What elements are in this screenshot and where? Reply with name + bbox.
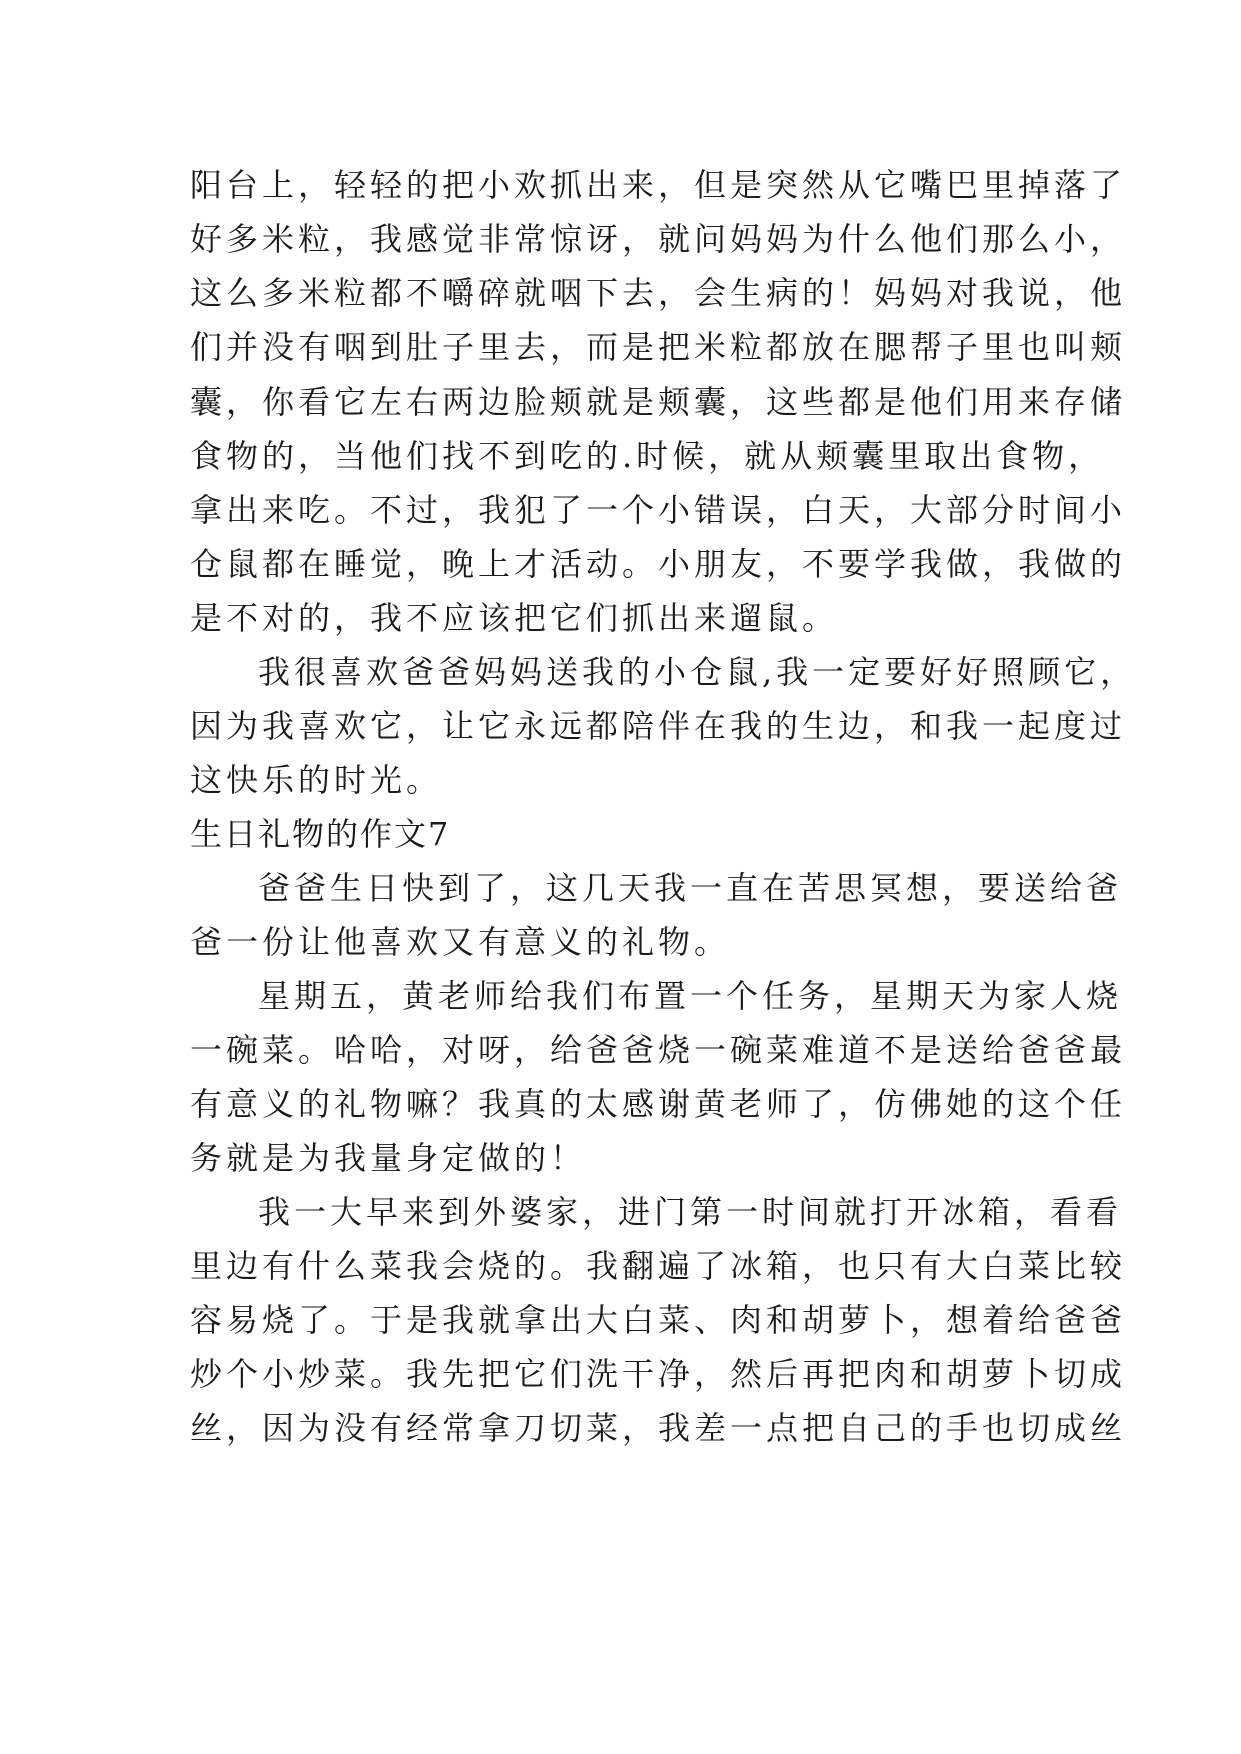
text-line: 是不对的，我不应该把它们抓出来遛鼠。 (190, 599, 839, 637)
text-line: 有意义的礼物嘛？我真的太感谢黄老师了，仿佛她的这个任 (190, 1085, 1127, 1123)
text-line: 阳台上，轻轻的把小欢抓出来，但是突然从它嘴巴里掉落了 (190, 166, 1127, 204)
text-line: 容易烧了。于是我就拿出大白菜、肉和胡萝卜，想着给爸爸 (190, 1301, 1127, 1339)
text-line: 因为我喜欢它，让它永远都陪伴在我的生边，和我一起度过 (190, 707, 1127, 745)
text-line: 仓鼠都在睡觉，晚上才活动。小朋友，不要学我做，我做的 (190, 545, 1127, 583)
text-line: 拿出来吃。不过，我犯了一个小错误，白天，大部分时间小 (190, 491, 1127, 529)
text-line: 囊，你看它左右两边脸颊就是颊囊，这些都是他们用来存储 (190, 383, 1127, 421)
text-line: 这么多米粒都不嚼碎就咽下去，会生病的！妈妈对我说，他 (190, 274, 1127, 312)
text-line: 好多米粒，我感觉非常惊讶，就问妈妈为什么他们那么小， (190, 220, 1127, 258)
text-line: 食物的，当他们找不到吃的.时候，就从颊囊里取出食物， (190, 437, 1105, 475)
text-line: 们并没有咽到肚子里去，而是把米粒都放在腮帮子里也叫颊 (190, 328, 1127, 366)
text-line: 炒个小炒菜。我先把它们洗干净，然后再把肉和胡萝卜切成 (190, 1355, 1127, 1393)
text-line: 丝，因为没有经常拿刀切菜，我差一点把自己的手也切成丝 (190, 1409, 1127, 1447)
text-line: 我一大早来到外婆家，进门第一时间就打开冰箱，看看 (258, 1193, 1123, 1231)
text-line: 里边有什么菜我会烧的。我翻遍了冰箱，也只有大白菜比较 (190, 1247, 1127, 1285)
text-line: 这快乐的时光。 (190, 761, 443, 799)
text-line: 爸爸生日快到了，这几天我一直在苦思冥想，要送给爸 (258, 869, 1123, 907)
text-line: 一碗菜。哈哈，对呀，给爸爸烧一碗菜难道不是送给爸爸最 (190, 1031, 1127, 1069)
text-line: 务就是为我量身定做的！ (190, 1139, 587, 1177)
text-line: 我很喜欢爸爸妈妈送我的小仓鼠,我一定要好好照顾它， (258, 653, 1137, 691)
text-line: 爸一份让他喜欢又有意义的礼物。 (190, 923, 731, 961)
text-line: 星期五，黄老师给我们布置一个任务，星期天为家人烧 (258, 977, 1123, 1015)
section-heading: 生日礼物的作文7 (190, 815, 451, 853)
